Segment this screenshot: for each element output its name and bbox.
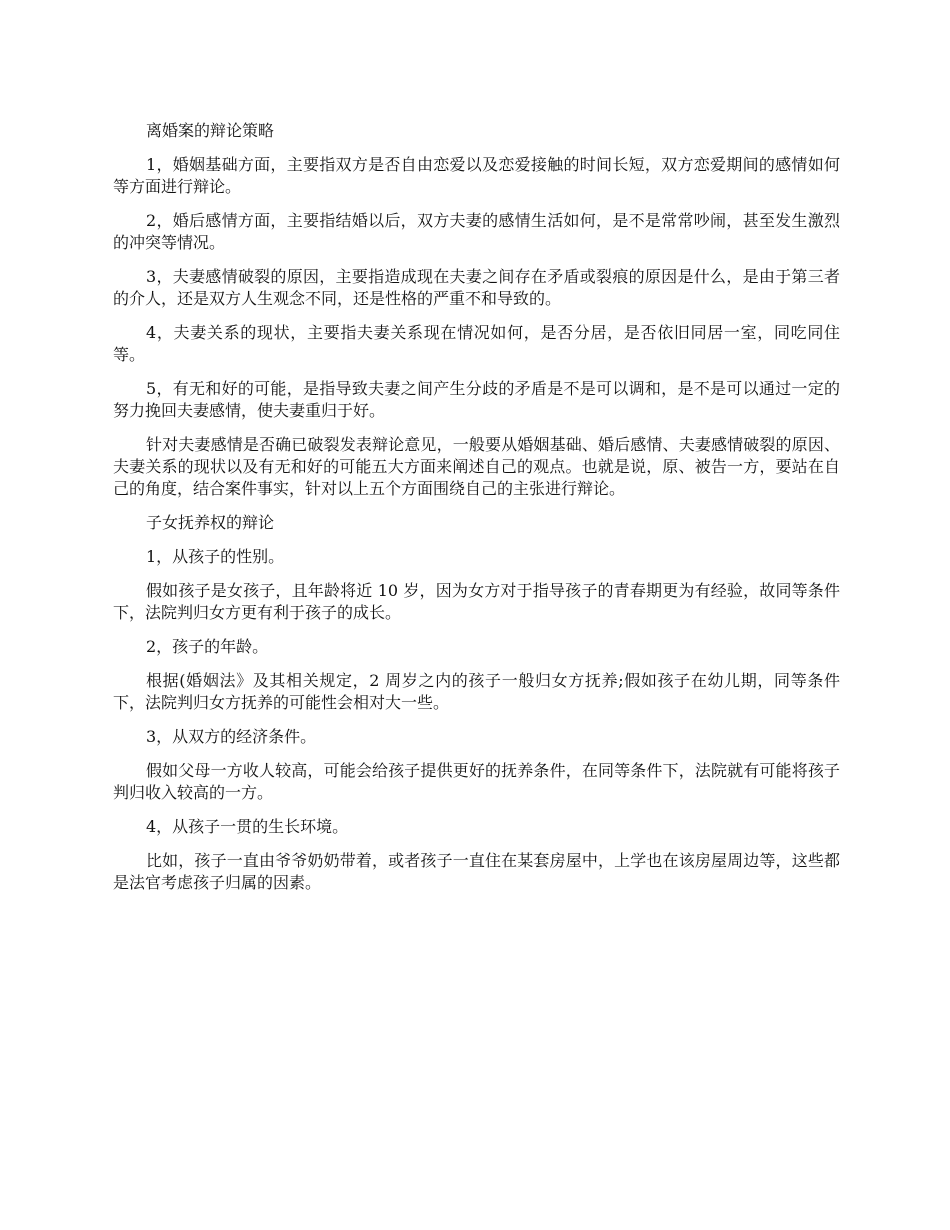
paragraph-living-environment: 比如，孩子一直由爷爷奶奶带着，或者孩子一直住在某套房屋中，上学也在该房屋周边等，这些都是法官考虑孩子归属的因素。 <box>113 851 840 892</box>
paragraph-breakdown-cause: 3，夫妻感情破裂的原因，主要指造成现在夫妻之间存在矛盾或裂痕的原因是什么，是由于第三者的介人，还是双方人生观念不同，还是性格的严重不和导致的。 <box>113 267 840 308</box>
document-page <box>113 120 840 906</box>
paragraph-marriage-foundation: 1，婚姻基础方面，主要指双方是否自由恋爱以及恋爱接触的时间长短，双方恋爱期间的感情如何等方面进行辩论。 <box>113 155 840 196</box>
paragraph-argument-summary: 针对夫妻感情是否确已破裂发表辩论意见，一般要从婚姻基础、婚后感情、夫妻感情破裂的原因、夫妻关系的现状以及有无和好的可能五大方面来阐述自己的观点。也就是说，原、被告一方，要站在自己的角度，结合案件事实，针对以上五个方面围绕自己的主张进行辩论。 <box>113 435 840 498</box>
paragraph-economic-conditions: 假如父母一方收人较高，可能会给孩子提供更好的抚养条件，在同等条件下，法院就有可能将孩子判归收入较高的一方。 <box>113 761 840 802</box>
paragraph-relationship-status: 4，夫妻关系的现状，主要指夫妻关系现在情况如何，是否分居，是否依旧同居一室，同吃同住等。 <box>113 323 840 364</box>
list-item-child-gender: 1，从孩子的性别。 <box>146 547 285 566</box>
paragraph-child-age: 根据(婚姻法》及其相关规定，2 周岁之内的孩子一般归女方抚养;假如孩子在幼儿期，同等条件下，法院判归女方抚养的可能性会相对大一些。 <box>113 671 840 712</box>
paragraph-post-marriage-feelings: 2，婚后感情方面，主要指结婚以后，双方夫妻的感情生活如何，是不是常常吵闹，甚至发生激烈的冲突等情况。 <box>113 211 840 252</box>
list-item-living-environment: 4，从孩子一贯的生长环境。 <box>146 817 349 836</box>
paragraph-reconciliation: 5，有无和好的可能，是指导致夫妻之间产生分歧的矛盾是不是可以调和，是不是可以通过一定的努力挽回夫妻感情，使夫妻重归于好。 <box>113 379 840 420</box>
list-item-economic-conditions: 3，从双方的经济条件。 <box>146 727 317 746</box>
section-heading-custody: 子女抚养权的辩论 <box>146 513 275 532</box>
paragraph-child-gender: 假如孩子是女孩子，且年龄将近 10 岁，因为女方对于指导孩子的青春期更为有经验，故同等条件下，法院判归女方更有利于孩子的成长。 <box>113 581 840 622</box>
list-item-child-age: 2，孩子的年龄。 <box>146 637 269 656</box>
section-heading-divorce-strategy: 离婚案的辩论策略 <box>146 121 275 140</box>
